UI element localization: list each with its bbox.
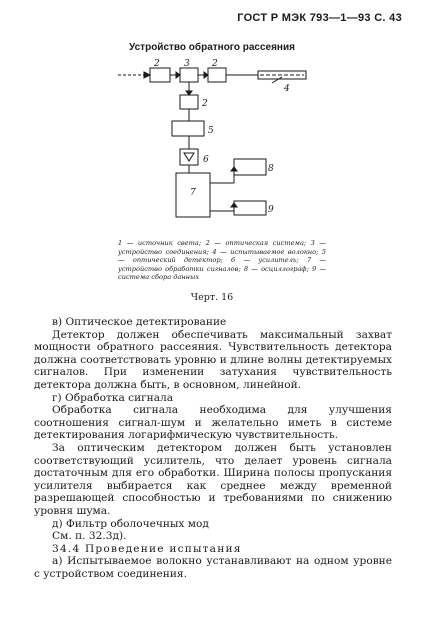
section-heading-test: 34.4 Проведение испытания xyxy=(52,542,242,555)
body-text xyxy=(34,316,392,580)
label-6: 6 xyxy=(203,155,209,165)
diagram-title: Устройство обратного рассеяния xyxy=(129,42,295,53)
label-2b: 2 xyxy=(212,59,218,69)
paragraph-processing: Обработка сигнала необходима для улучшения соотношения сигнал-шум и желательно иметь в системе детектирования логарифмическую чувствительность. xyxy=(34,404,392,442)
figure-caption: Черт. 16 xyxy=(190,292,234,303)
amplifier-triangle-icon xyxy=(184,153,194,161)
section-heading-detection: в) Оптическое детектирование xyxy=(52,316,227,328)
backscatter-diagram xyxy=(110,55,310,235)
label-8: 8 xyxy=(268,164,274,174)
optical-system-box-right xyxy=(208,68,226,82)
label-3: 3 xyxy=(184,59,190,69)
section-heading-processing: г) Обработка сигнала xyxy=(52,391,174,404)
arrow-icon xyxy=(144,72,150,78)
detector-box xyxy=(172,121,204,136)
coupler-box xyxy=(180,68,198,82)
optical-system-box xyxy=(150,68,170,82)
data-acquisition-box xyxy=(234,201,266,215)
page-header: ГОСТ Р МЭК 793—1—93 С. 43 xyxy=(237,12,402,24)
paragraph-detection: Детектор должен обеспечивать максимальный захват мощности обратного рассеяния. Чувствительность детектора должна соответствовать уровню и длине волны детектируемых сигналов. При изменении затухания чувствительность детектора должна быть, в основном, линейной. xyxy=(34,328,392,391)
label-7: 7 xyxy=(190,188,196,198)
amplifier-box xyxy=(180,149,198,165)
section-heading-filter: д) Фильтр оболочечных мод xyxy=(52,517,209,530)
label-5: 5 xyxy=(208,126,214,136)
label-2c: 2 xyxy=(202,99,208,109)
label-4: 4 xyxy=(284,84,290,94)
optical-system-box-lower xyxy=(180,95,198,109)
oscilloscope-box xyxy=(234,159,266,175)
diagram-legend: 1 — источник света; 2 — оптическая система; 3 — устройство соединения; 4 — испытываемое волокно; 5 — оптический детектор; 6 — усилитель; 7 — устройство обработки сигналов; 8 — осциллограф; 9 — система сбора данных xyxy=(118,239,326,282)
paragraph-reference: См. п. 32.3д). xyxy=(52,530,127,543)
paragraph-amplifier: За оптическим детектором должен быть установлен соответствующий усилитель, что делает уровень сигнала достаточным для его обработки. Ширина полосы пропускания усилителя выбирается как среднее между временной разрешающей способностью и требованиями по снижению уровня шума. xyxy=(34,441,392,517)
label-2a: 2 xyxy=(154,59,160,69)
label-9: 9 xyxy=(268,205,274,215)
paragraph-test: а) Испытываемое волокно устанавливают на одном уровне с устройством соединения. xyxy=(34,555,392,580)
